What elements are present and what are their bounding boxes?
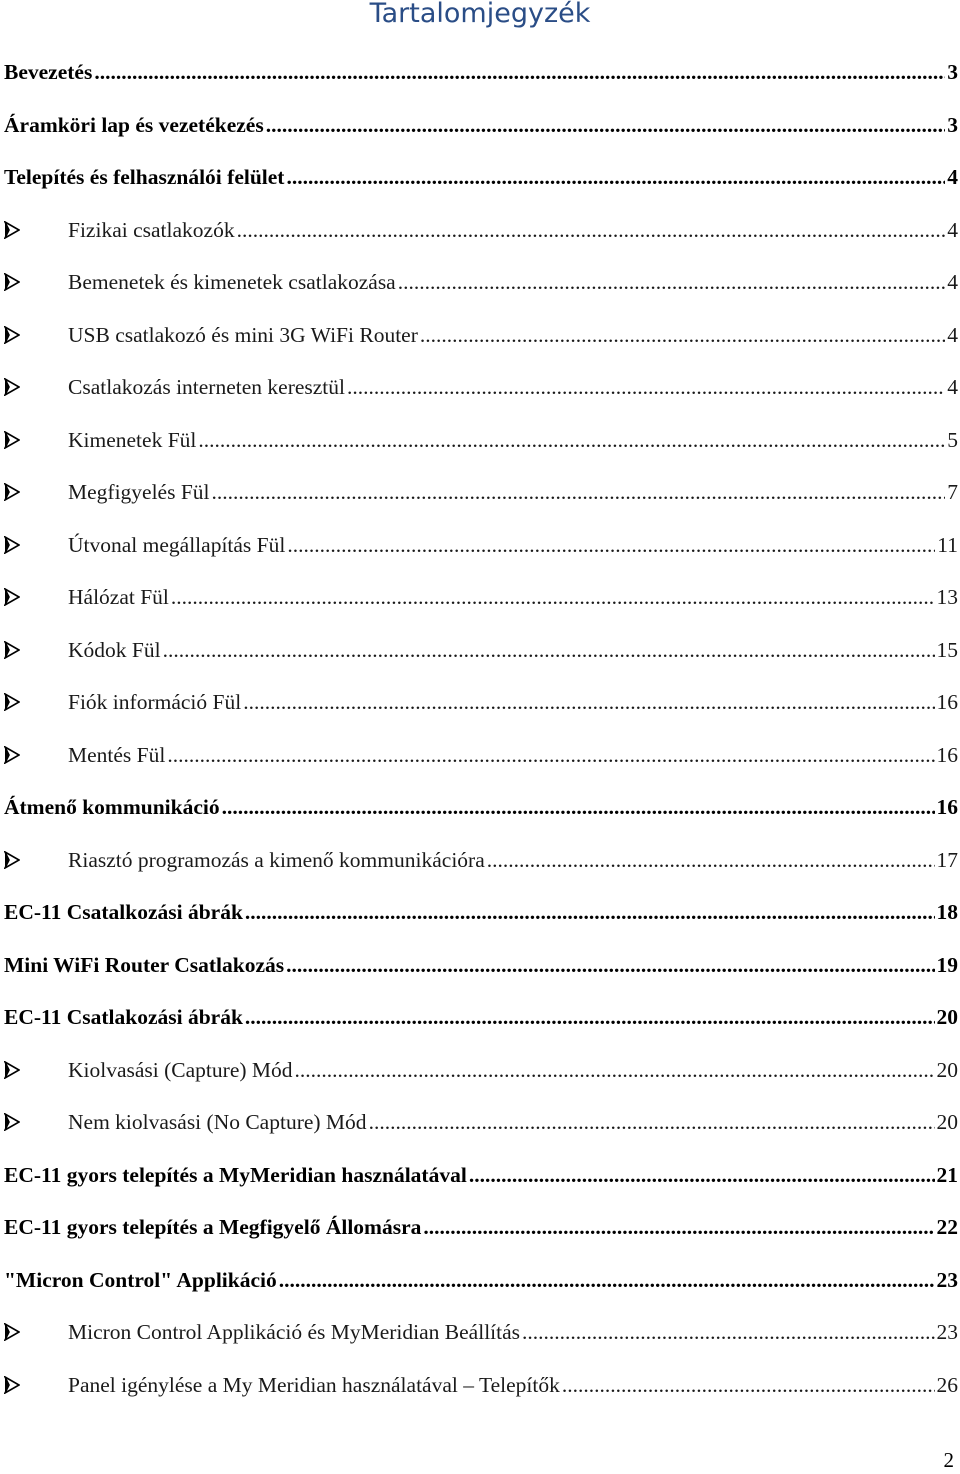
toc-entry-page-number: 15	[936, 637, 958, 662]
toc-entry-page-number: 13	[936, 585, 958, 610]
toc-entry[interactable]	[4, 309, 958, 362]
toc-entry-page-number: 21	[936, 1162, 958, 1187]
toc-entry[interactable]	[4, 1201, 958, 1254]
toc-entry-title: Megfigyelés Fül	[68, 480, 210, 505]
toc-entry-page-number: 19	[936, 952, 958, 977]
dot-leader	[522, 1319, 934, 1345]
dot-leader	[237, 217, 946, 243]
dot-leader	[487, 847, 935, 873]
toc-entry-title: Hálózat Fül	[68, 585, 169, 610]
toc-entry-page-number: 3	[947, 112, 958, 137]
arrowhead-bullet-icon	[4, 588, 68, 606]
toc-entry[interactable]	[4, 886, 958, 939]
arrowhead-bullet-icon	[4, 746, 68, 764]
toc-entry[interactable]	[4, 834, 958, 887]
toc-entry-title: Mini WiFi Router Csatlakozás	[4, 952, 285, 977]
arrowhead-bullet-icon	[4, 378, 68, 396]
toc-entry[interactable]	[4, 99, 958, 152]
toc-entry-page-number: 20	[936, 1057, 958, 1082]
toc-entry-page-number: 18	[936, 900, 958, 925]
toc-entry-title: Mentés Fül	[68, 742, 166, 767]
toc-entry-page-number: 4	[947, 165, 958, 190]
toc-entry-page-number: 4	[947, 322, 958, 347]
dot-leader	[286, 164, 945, 190]
toc-entry[interactable]	[4, 1044, 958, 1097]
toc-entry[interactable]	[4, 729, 958, 782]
toc-entry-title: Csatlakozás interneten keresztül	[68, 375, 346, 400]
dot-leader	[398, 269, 946, 295]
dot-leader	[287, 532, 935, 558]
toc-entry-title: Fizikai csatlakozók	[68, 217, 235, 242]
toc-entry-page-number: 4	[947, 375, 958, 400]
toc-entry-title: Kiolvasási (Capture) Mód	[68, 1057, 293, 1082]
arrowhead-bullet-icon	[4, 431, 68, 449]
toc-entry[interactable]	[4, 1096, 958, 1149]
toc-entry[interactable]	[4, 256, 958, 309]
toc-entry-page-number: 16	[936, 742, 958, 767]
toc-entry-title: Fiók információ Fül	[68, 690, 242, 715]
toc-entry-page-number: 20	[936, 1005, 958, 1030]
arrowhead-bullet-icon	[4, 536, 68, 554]
dot-leader	[286, 952, 934, 978]
toc-entry[interactable]	[4, 781, 958, 834]
dot-leader	[369, 1109, 935, 1135]
dot-leader	[243, 689, 934, 715]
page-number: 2	[943, 1448, 954, 1472]
dot-leader	[163, 637, 935, 663]
toc-entry-page-number: 17	[936, 847, 958, 872]
arrowhead-bullet-icon	[4, 1376, 68, 1394]
dot-leader	[562, 1372, 935, 1398]
dot-leader	[245, 1004, 935, 1030]
toc-entry-title: Kimenetek Fül	[68, 427, 197, 452]
toc-entry[interactable]	[4, 46, 958, 99]
toc-entry-title: Riasztó programozás a kimenő kommunikációra	[68, 847, 485, 872]
toc-entry-title: Átmenő kommunikáció	[4, 795, 220, 820]
toc-entry-title: Panel igénylése a My Meridian használatával – Telepítők	[68, 1372, 560, 1397]
dot-leader	[94, 59, 945, 85]
dot-leader	[266, 112, 946, 138]
toc-entry[interactable]	[4, 204, 958, 257]
arrowhead-bullet-icon	[4, 641, 68, 659]
toc-entry-page-number: 20	[936, 1110, 958, 1135]
toc-entry-title: Nem kiolvasási (No Capture) Mód	[68, 1110, 367, 1135]
arrowhead-bullet-icon	[4, 221, 68, 239]
toc-entry-title: "Micron Control" Applikáció	[4, 1267, 277, 1292]
toc-entry-page-number: 23	[936, 1320, 958, 1345]
arrowhead-bullet-icon	[4, 1061, 68, 1079]
toc-entry-page-number: 16	[936, 690, 958, 715]
toc-entry-title: Áramköri lap és vezetékezés	[4, 112, 264, 137]
toc-entry-page-number: 16	[936, 795, 958, 820]
dot-leader	[245, 899, 935, 925]
table-of-contents	[4, 46, 958, 1411]
toc-entry-title: Telepítés és felhasználói felület	[4, 165, 285, 190]
toc-entry[interactable]	[4, 991, 958, 1044]
dot-leader	[171, 584, 935, 610]
toc-entry-title: EC-11 gyors telepítés a Megfigyelő Állomásra	[4, 1215, 422, 1240]
toc-entry[interactable]	[4, 1306, 958, 1359]
toc-entry-page-number: 3	[947, 60, 958, 85]
arrowhead-bullet-icon	[4, 326, 68, 344]
dot-leader	[167, 742, 934, 768]
toc-entry-page-number: 4	[947, 217, 958, 242]
toc-entry[interactable]	[4, 361, 958, 414]
arrowhead-bullet-icon	[4, 273, 68, 291]
dot-leader	[279, 1267, 935, 1293]
dot-leader	[347, 374, 945, 400]
toc-entry-title: Bemenetek és kimenetek csatlakozása	[68, 270, 396, 295]
toc-entry[interactable]	[4, 676, 958, 729]
dot-leader	[295, 1057, 935, 1083]
toc-entry-title: EC-11 Csatlakozási ábrák	[4, 1005, 243, 1030]
dot-leader	[212, 479, 946, 505]
toc-entry-title: Micron Control Applikáció és MyMeridian Beállítás	[68, 1320, 521, 1345]
toc-entry-title: EC-11 gyors telepítés a MyMeridian használatával	[4, 1162, 467, 1187]
dot-leader	[423, 1214, 934, 1240]
dot-leader	[420, 322, 945, 348]
toc-entry-title: Kódok Fül	[68, 637, 161, 662]
arrowhead-bullet-icon	[4, 1323, 68, 1341]
dot-leader	[469, 1162, 935, 1188]
toc-entry-title: Útvonal megállapítás Fül	[68, 532, 286, 557]
toc-entry[interactable]	[4, 1149, 958, 1202]
toc-entry-page-number: 26	[936, 1372, 958, 1397]
toc-entry[interactable]	[4, 151, 958, 204]
toc-entry[interactable]	[4, 1254, 958, 1307]
toc-title: Tartalomjegyzék	[369, 0, 591, 29]
toc-entry[interactable]	[4, 939, 958, 992]
dot-leader	[198, 427, 945, 453]
toc-entry-page-number: 4	[947, 270, 958, 295]
toc-entry-title: Bevezetés	[4, 60, 93, 85]
arrowhead-bullet-icon	[4, 693, 68, 711]
toc-entry-page-number: 22	[936, 1215, 958, 1240]
toc-entry-page-number: 5	[947, 427, 958, 452]
toc-entry-page-number: 11	[937, 532, 958, 557]
toc-entry-page-number: 7	[947, 480, 958, 505]
dot-leader	[222, 794, 935, 820]
toc-entry[interactable]	[4, 414, 958, 467]
arrowhead-bullet-icon	[4, 1113, 68, 1131]
toc-entry-title: EC-11 Csatalkozási ábrák	[4, 900, 243, 925]
toc-entry-page-number: 23	[936, 1267, 958, 1292]
toc-entry-title: USB csatlakozó és mini 3G WiFi Router	[68, 322, 418, 347]
toc-entry[interactable]	[4, 1359, 958, 1412]
arrowhead-bullet-icon	[4, 851, 68, 869]
toc-entry[interactable]	[4, 571, 958, 624]
toc-entry[interactable]	[4, 466, 958, 519]
toc-entry[interactable]	[4, 624, 958, 677]
arrowhead-bullet-icon	[4, 483, 68, 501]
toc-entry[interactable]	[4, 519, 958, 572]
